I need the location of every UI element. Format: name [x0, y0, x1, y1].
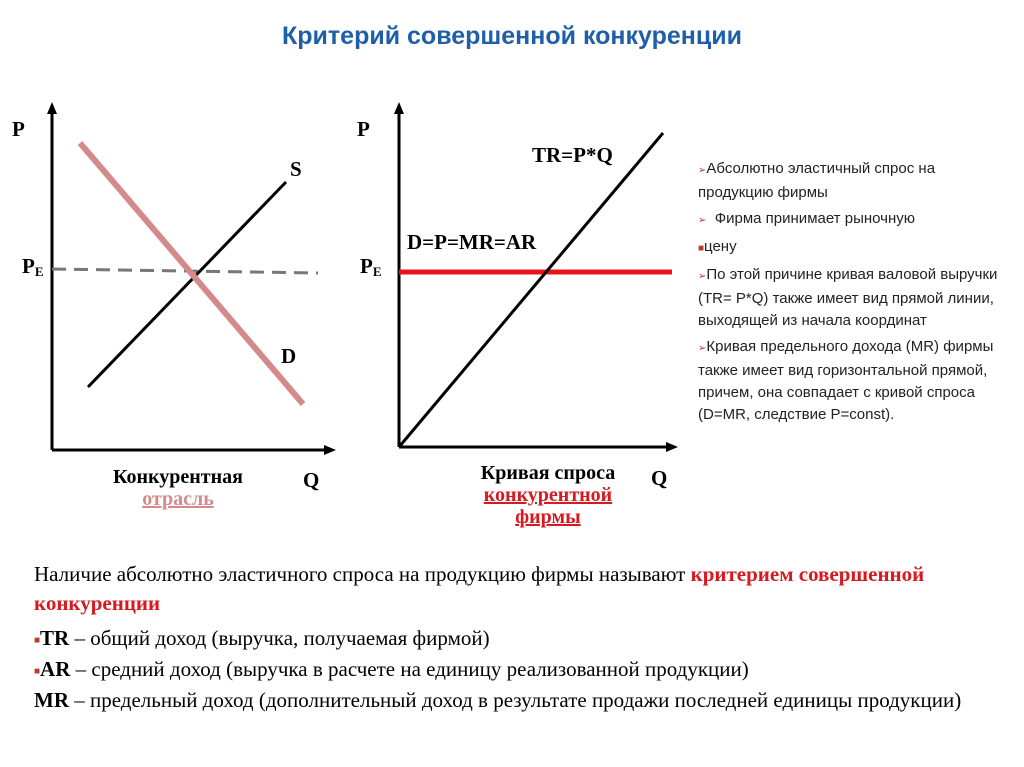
ar-def: – средний доход (выручка в расчете на единицу реализованной продукции) [70, 657, 749, 681]
square-bullet-icon: ■ [34, 666, 41, 677]
right-pe-main: P [360, 254, 373, 278]
left-pe-label [22, 254, 44, 280]
right-caption [438, 462, 658, 528]
side-note-text: Абсолютно эластичный спрос на продукцию фирмы [698, 160, 936, 201]
side-note [698, 158, 998, 204]
arrow-bullet-icon: ➢ [698, 165, 707, 176]
right-caption-line1: Кривая спроса [480, 462, 616, 484]
demand-label: D [281, 344, 297, 368]
right-caption-line2: конкурентной [483, 484, 613, 506]
side-note-text: Кривая предельного дохода (MR) фирмы также имеет вид горизонтальной прямой, причем, она совпадает с кривой спроса (D=MR, следствие P=const). [698, 338, 994, 423]
side-note [698, 336, 998, 426]
left-caption-line1: Конкурентная [113, 466, 243, 488]
tr-def: – общий доход (выручка, получаемая фирмой) [69, 626, 490, 650]
mr-term: MR [34, 688, 69, 712]
intro-paragraph [34, 560, 994, 618]
side-note [698, 236, 998, 260]
side-note [698, 264, 998, 332]
left-p-axis-label: P [12, 117, 25, 141]
side-note-text: По этой причине кривая валовой выручки (TR= P*Q) также имеет вид прямой линии, выходящей из начала координат [698, 266, 998, 329]
mr-def: – предельный доход (дополнительный доход в результате продажи последней единицы продукции) [69, 688, 962, 712]
d-label: D=P=MR=AR [407, 230, 537, 254]
arrow-bullet-icon: ➢ [698, 215, 707, 226]
left-pe-main: P [22, 254, 35, 278]
tr-definition [34, 624, 994, 655]
right-q-axis-label: Q [651, 466, 668, 490]
tr-curve [399, 133, 663, 447]
right-caption-line3: фирмы [515, 506, 581, 528]
ar-term: AR [40, 657, 71, 681]
right-pe-sub: E [372, 264, 382, 279]
side-note-text: Фирма принимает рыночную [714, 210, 915, 227]
page-title: Критерий совершенной конкуренции [282, 22, 742, 50]
ar-definition [34, 655, 994, 686]
criterion-highlight: критерием совершенной конкуренции [34, 562, 925, 615]
square-bullet-icon: ■ [34, 635, 41, 646]
side-note-text: цену [704, 238, 737, 255]
left-caption [78, 466, 278, 510]
left-caption-line2: отрасль [142, 488, 214, 510]
right-pe-label [360, 254, 382, 280]
right-p-axis-label: P [357, 117, 370, 141]
tr-label: TR=P*Q [532, 143, 613, 167]
supply-curve [88, 182, 286, 387]
demand-curve [80, 143, 303, 404]
side-note [698, 208, 998, 232]
tr-term: TR [40, 626, 70, 650]
definitions [34, 560, 994, 715]
intro-text: Наличие абсолютно эластичного спроса на продукцию фирмы называют [34, 562, 691, 586]
side-notes [698, 158, 998, 430]
arrow-bullet-icon: ➢ [698, 343, 707, 354]
left-q-axis-label: Q [303, 468, 320, 492]
mr-definition [34, 686, 994, 715]
arrow-bullet-icon: ➢ [698, 271, 707, 282]
square-bullet-icon: ■ [698, 243, 705, 254]
left-pe-sub: E [34, 264, 44, 279]
supply-label: S [290, 157, 302, 181]
